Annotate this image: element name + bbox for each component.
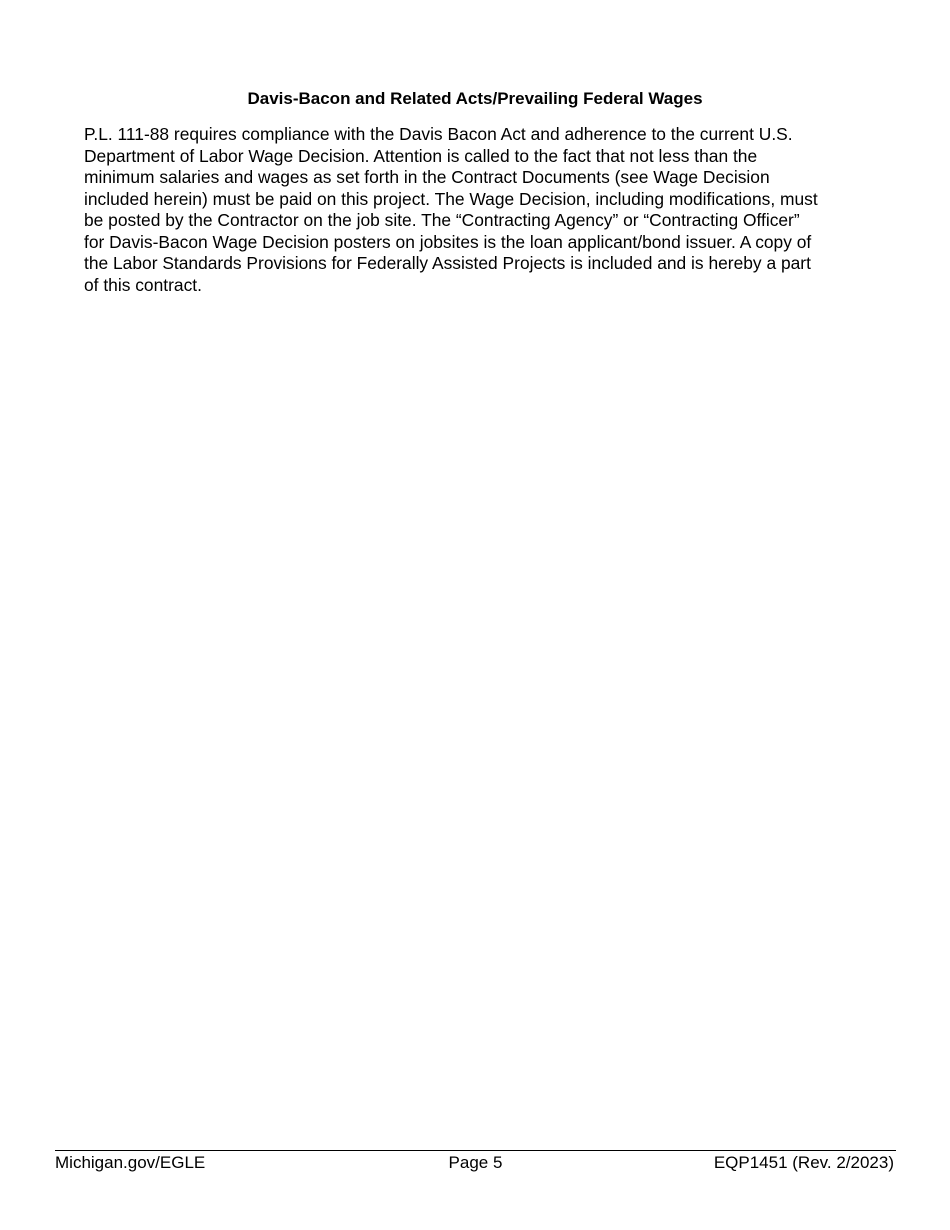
body-paragraph-block (84, 124, 884, 296)
footer-page-number: Page 5 (448, 1153, 503, 1172)
footer-form-id: EQP1451 (Rev. 2/2023) (713, 1153, 894, 1172)
section-heading: Davis-Bacon and Related Acts/Prevailing Federal Wages (247, 89, 703, 108)
footer-website: Michigan.gov/EGLE (55, 1153, 206, 1172)
page-footer (55, 1151, 896, 1175)
body-paragraph: P.L. 111-88 requires compliance with the Davis Bacon Act and adherence to the current U.S. Department of Labor Wage Decision. Attention is called to the fact that not less than the minimum salaries and wages as set forth in the Contract Documents (see Wage Decision included herein) must be paid on this project. The Wage Decision, including modifications, must be posted by the Contractor on the job site. The “Contracting Agency” or “Contracting Officer” for Davis-Bacon Wage Decision posters on jobsites is the loan applicant/bond issuer. A copy of the Labor Standards Provisions for Federally Assisted Projects is included and is hereby a part of this contract. (84, 124, 818, 295)
